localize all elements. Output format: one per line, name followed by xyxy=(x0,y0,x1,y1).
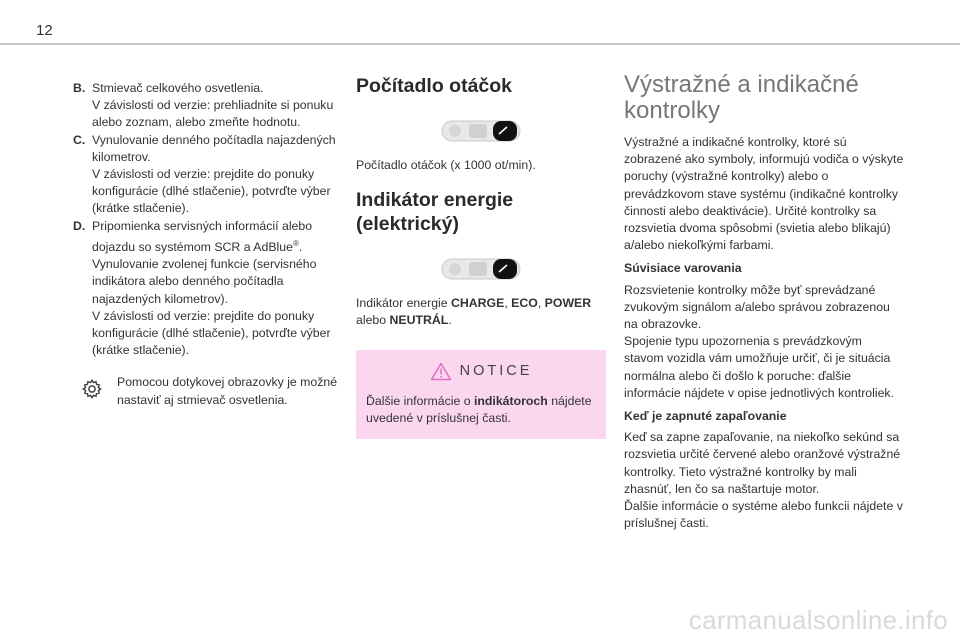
item-text: Stmievač celkového osvetlenia. xyxy=(92,81,264,95)
notice-box xyxy=(356,350,606,439)
item-letter: C. xyxy=(73,132,86,147)
section-heading: Výstražné a indikačné kontrolky xyxy=(624,71,859,124)
column-middle xyxy=(356,75,606,439)
item-letter: B. xyxy=(73,81,86,95)
item-text: Vynulovanie denného počítadla najazdených kilometrov. xyxy=(92,132,336,164)
mode-charge: CHARGE xyxy=(451,296,505,311)
gear-icon xyxy=(81,378,103,400)
energy-heading: Indikátor energie (elektrický) xyxy=(356,189,514,236)
list-item-d xyxy=(73,218,343,360)
tip-box xyxy=(73,374,343,408)
paragraph: Ďalšie informácie o systéme alebo funkcii nájdete v príslušnej časti. xyxy=(624,499,903,531)
intro-paragraph: Výstražné a indikačné kontrolky, ktoré sú zobrazené ako symboly, informujú vodiča o výskyte poruchy (výstražné kontrolky) alebo o prevádzkovom stave systému (indikačné kontrolky činnosti alebo deaktivácie). Určité kontrolky sa rozsvietia dvoma spôsobmi (svietia alebo blikajú) a/alebo niekoľkými farbami. xyxy=(624,135,904,253)
subheading-ignition: Keď je zapnuté zapaľovanie xyxy=(624,409,787,424)
paragraph: Rozsvietenie kontrolky môže byť sprevádzané zvukovým signálom a/alebo správou zobrazenou na obrazovke. xyxy=(624,282,890,332)
paragraph: Keď sa zapne zapaľovanie, na niekoľko sekúnd sa rozsvietia určité červené alebo oranžové výstražné kontrolky. Tieto výstražné kontrolky by mali zhasnúť, len čo sa naštartuje motor. xyxy=(624,430,901,496)
energy-text: Indikátor energie CHARGE, ECO, POWER alebo NEUTRÁL. xyxy=(356,296,592,328)
item-text: Pripomienka servisných informácií alebo dojazdu so systémom SCR a AdBlue®. xyxy=(92,218,313,254)
energy-cluster-illustration xyxy=(441,256,521,282)
tip-text: Pomocou dotykovej obrazovky je možné nastaviť aj stmievač osvetlenia. xyxy=(117,375,338,407)
item-letter: D. xyxy=(73,218,86,233)
subheading-related-warnings: Súvisiace varovania xyxy=(624,261,742,276)
tachometer-cluster-illustration xyxy=(441,118,521,144)
item-text: V závislosti od verzie: prehliadnite si ponuku alebo zoznam, alebo zmeňte hodnotu. xyxy=(92,98,334,130)
warning-triangle-icon xyxy=(430,362,452,381)
instrument-cluster-icon xyxy=(441,256,521,282)
notice-title: NOTICE xyxy=(459,363,533,380)
notice-header xyxy=(366,362,596,381)
registered-mark: ® xyxy=(292,238,299,248)
page-number: 12 xyxy=(36,22,53,39)
mode-neutral: NEUTRÁL xyxy=(389,313,449,328)
item-text: Vynulovanie zvolenej funkcie (servisného indikátora alebo denného počítadla najazdených kilometrov). xyxy=(92,257,317,306)
column-left xyxy=(73,80,343,409)
paragraph: Spojenie typu upozornenia s prevádzkovým stavom vozidla vám umožňuje určiť, či je situácia normálna alebo či došlo k poruche: ďalšie informácie nájdete v opise jednotlivých kontroliek. xyxy=(624,334,894,400)
notice-body: Ďalšie informácie o indikátoroch nájdete uvedené v príslušnej časti. xyxy=(366,393,592,425)
column-right xyxy=(624,71,904,532)
tachometer-heading: Počítadlo otáčok xyxy=(356,75,513,97)
item-text: V závislosti od verzie: prejdite do ponuky konfigurácie (dlhé stlačenie), potvrďte výber (krátke stlačenie). xyxy=(92,308,331,358)
instrument-cluster-icon xyxy=(441,118,521,144)
list-item-b xyxy=(73,80,343,132)
mode-eco: ECO xyxy=(511,296,538,311)
item-text: V závislosti od verzie: prejdite do ponuky konfigurácie (dlhé stlačenie), potvrďte výber (krátke stlačenie). xyxy=(92,167,331,216)
watermark: carmanualsonline.info xyxy=(688,605,948,635)
header-divider xyxy=(0,43,960,45)
mode-power: POWER xyxy=(544,296,592,311)
tachometer-text: Počítadlo otáčok (x 1000 ot/min). xyxy=(356,158,536,172)
list-item-c xyxy=(73,132,343,218)
